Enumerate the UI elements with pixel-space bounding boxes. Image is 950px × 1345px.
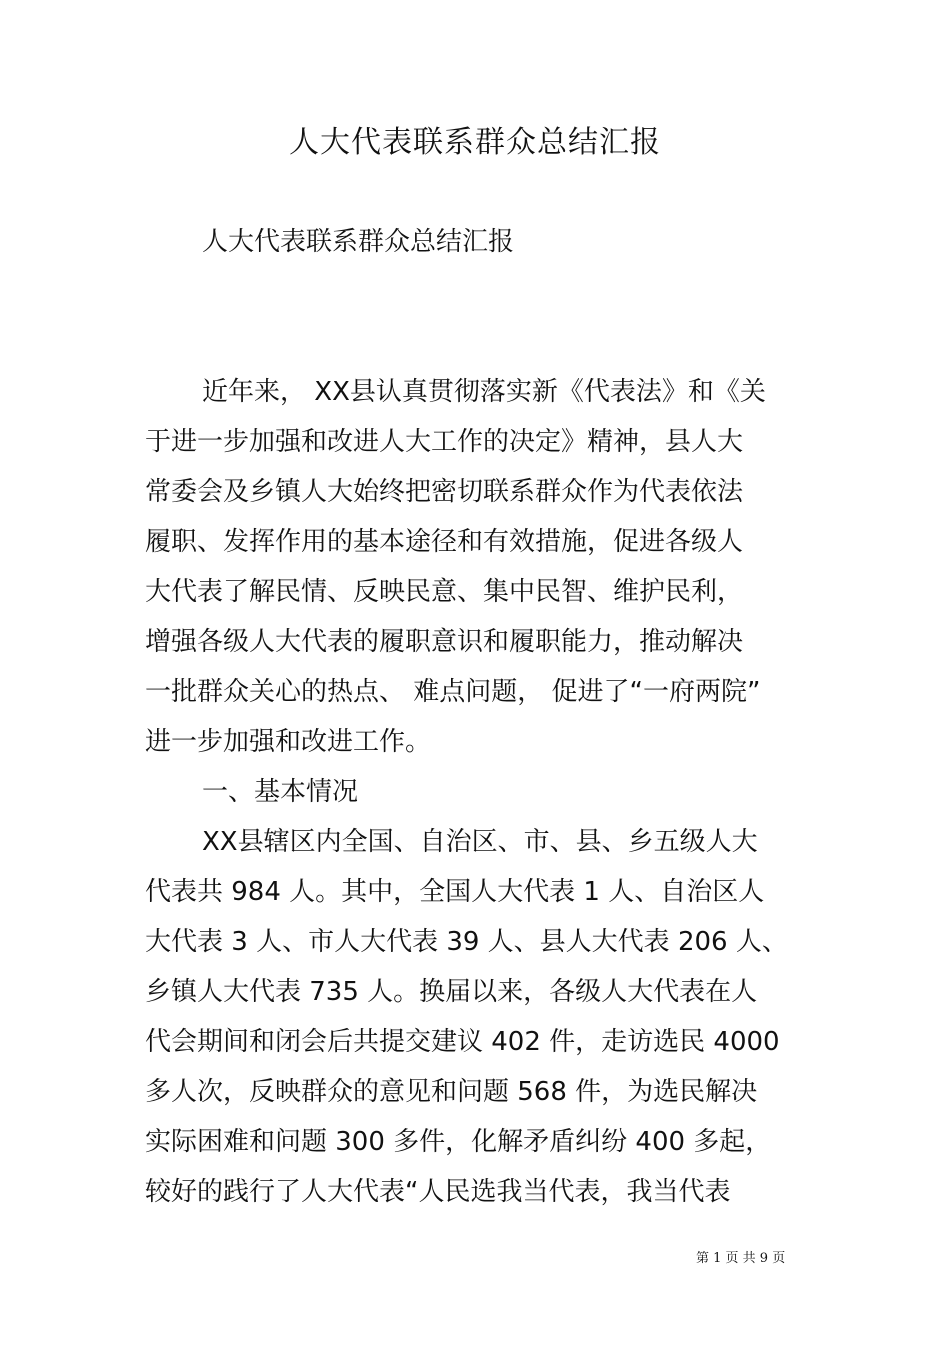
page-number-footer: 第 1 页 共 9 页 xyxy=(696,1251,786,1266)
paragraph-line: 于进一步加强和改进人大工作的决定》精神，县人大 xyxy=(145,427,744,457)
paragraph-line: 近年来， XX县认真贯彻落实新《代表法》和《关 xyxy=(202,377,766,407)
paragraph-line: XX县辖区内全国、自治区、市、县、乡五级人大 xyxy=(202,827,758,857)
paragraph-line: 大代表 3 人、市人大代表 39 人、县人大代表 206 人、 xyxy=(145,927,788,957)
paragraph-line: 代表共 984 人。其中，全国人大代表 1 人、自治区人 xyxy=(145,877,765,907)
paragraph-line: 实际困难和问题 300 多件，化解矛盾纠纷 400 多起， xyxy=(145,1127,772,1157)
paragraph-line: 增强各级人大代表的履职意识和履职能力，推动解决 xyxy=(145,627,744,657)
paragraph-line: 常委会及乡镇人大始终把密切联系群众作为代表依法 xyxy=(145,477,744,507)
section-heading: 一、基本情况 xyxy=(202,777,359,807)
paragraph-line: 代会期间和闭会后共提交建议 402 件，走访选民 4000 xyxy=(145,1027,780,1057)
paragraph-line: 一批群众关心的热点、 难点问题， 促进了“一府两院” xyxy=(145,677,761,707)
paragraph-line: 进一步加强和改进工作。 xyxy=(145,727,432,757)
paragraph-line: 乡镇人大代表 735 人。换届以来，各级人大代表在人 xyxy=(145,977,758,1007)
paragraph-line: 履职、发挥作用的基本途径和有效措施，促进各级人 xyxy=(145,527,744,557)
paragraph-line: 多人次，反映群众的意见和问题 568 件，为选民解决 xyxy=(145,1077,758,1107)
document-title: 人大代表联系群众总结汇报 xyxy=(289,125,661,160)
paragraph-line: 大代表了解民情、反映民意、集中民智、维护民利， xyxy=(145,577,744,607)
paragraph-line: 较好的践行了人大代表“人民选我当代表，我当代表 xyxy=(145,1177,731,1207)
document-subtitle: 人大代表联系群众总结汇报 xyxy=(202,227,515,257)
